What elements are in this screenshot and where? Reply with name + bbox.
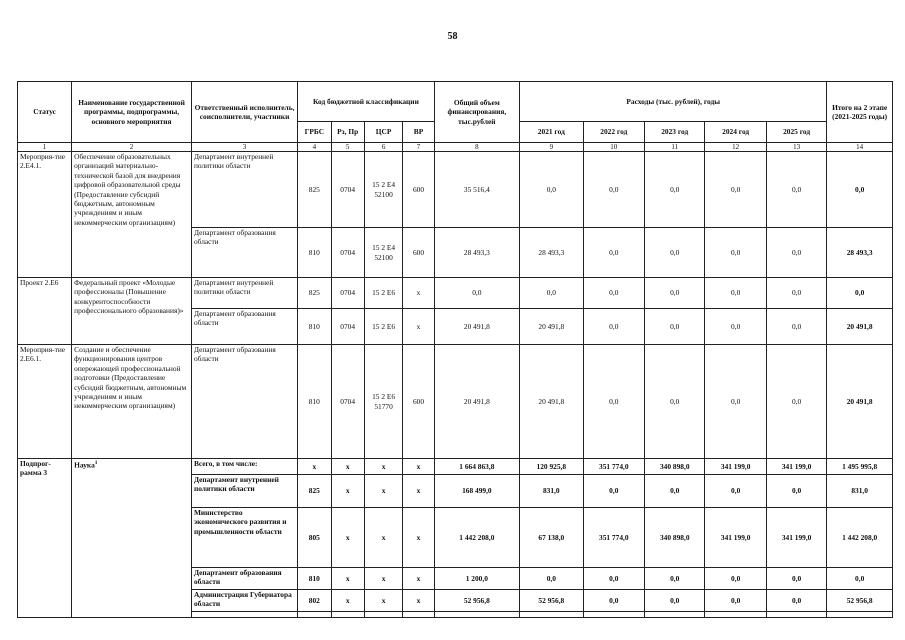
index-cell: 6 [364, 143, 403, 152]
y2021-cell: 20 491,8 [520, 345, 584, 459]
csr-cell: 15 2 Е4 52100 [364, 152, 403, 228]
grbs-cell: 825 [298, 152, 331, 228]
rzpr-cell: 0704 [331, 345, 364, 459]
grbs-cell: х [298, 459, 331, 475]
rzpr-cell: х [331, 568, 364, 590]
csr-cell: х [364, 568, 403, 590]
y2025-cell: 0,0 [766, 568, 826, 590]
table-row [18, 345, 893, 459]
y2025-cell: 0,0 [766, 309, 826, 345]
executor-cell: Департамент образования области [191, 568, 297, 590]
y2021-cell: 67 138,0 [520, 508, 584, 568]
y2025-cell: 0,0 [766, 278, 826, 309]
total-cell: 0,0 [434, 278, 519, 309]
index-cell: 5 [331, 143, 364, 152]
total-cell: 20 491,8 [434, 345, 519, 459]
y2025-cell: 0,0 [766, 228, 826, 278]
sum-cell: 831,0 [827, 475, 893, 508]
sum-cell: 28 493,3 [827, 228, 893, 278]
header-name: Наименование государственной программы, подпрограммы, основного мероприятия [72, 82, 192, 143]
y2023-cell: 0,0 [645, 345, 705, 459]
executor-cell: Департамент внутренней политики области [191, 152, 297, 228]
rzpr-cell: 0704 [331, 152, 364, 228]
index-cell: 1 [18, 143, 72, 152]
index-cell: 10 [583, 143, 644, 152]
sum-cell: 1 442 208,0 [827, 508, 893, 568]
y2022-cell: 351 774,0 [583, 459, 644, 475]
csr-cell: 15 2 Е4 52100 [364, 228, 403, 278]
header-executor: Ответственный исполнитель, соисполнители, участники [191, 82, 297, 143]
y2025-cell: 341 199,0 [766, 508, 826, 568]
sum-cell: 20 491,8 [827, 309, 893, 345]
table-row [18, 278, 893, 309]
vr-cell: х [403, 508, 434, 568]
y2021-cell: 0,0 [520, 278, 584, 309]
header-2021: 2021 год [520, 122, 584, 143]
rzpr-cell: 0704 [331, 309, 364, 345]
y2024-cell: 341 199,0 [705, 508, 766, 568]
table-row [18, 459, 893, 475]
name-cell [72, 459, 192, 618]
name-cell: Обеспечение образовательных организаций материально-технической базой для внедрения цифровой образовательной среды (Предоставление субсидий бюджетным, автономным учреждениям и иным некоммерческим организациям) [72, 152, 192, 278]
y2024-cell: 0,0 [705, 278, 766, 309]
vr-cell: 600 [403, 345, 434, 459]
header-total-volume: Общий объем финансирования, тыс.рублей [434, 82, 519, 143]
y2022-cell: 0,0 [583, 568, 644, 590]
total-cell: 35 516,4 [434, 152, 519, 228]
grbs-cell: 802 [298, 590, 331, 612]
y2024-cell: 0,0 [705, 152, 766, 228]
csr-cell: 15 2 Е6 51770 [364, 345, 403, 459]
total-cell: 168 499,0 [434, 475, 519, 508]
footnote-marker: 1 [94, 460, 98, 466]
header-status: Статус [18, 82, 72, 143]
total-cell: 52 956,8 [434, 590, 519, 612]
executor-cell: Департамент образования области [191, 345, 297, 459]
header-2025: 2025 год [766, 122, 826, 143]
index-cell: 3 [191, 143, 297, 152]
y2023-cell: 0,0 [645, 590, 705, 612]
index-cell: 7 [403, 143, 434, 152]
grbs-cell: 810 [298, 568, 331, 590]
grbs-cell: 825 [298, 278, 331, 309]
y2023-cell: 0,0 [645, 568, 705, 590]
y2024-cell: 0,0 [705, 568, 766, 590]
vr-cell: х [403, 568, 434, 590]
sum-cell: 0,0 [827, 568, 893, 590]
executor-cell: Департамент образования области [191, 309, 297, 345]
y2022-cell: 0,0 [583, 345, 644, 459]
executor-cell: Департамент внутренней политики области [191, 475, 297, 508]
total-cell: 1 664 863,8 [434, 459, 519, 475]
executor-cell: Департамент внутренней политики области [191, 278, 297, 309]
y2022-cell: 0,0 [583, 278, 644, 309]
budget-table [17, 81, 893, 618]
column-index-row [18, 143, 893, 152]
executor-cell: Министерство экономического развития и промышленности области [191, 508, 297, 568]
y2022-cell: 0,0 [583, 309, 644, 345]
vr-cell: х [403, 278, 434, 309]
grbs-cell: 810 [298, 228, 331, 278]
header-2023: 2023 год [645, 122, 705, 143]
sum-cell: 0,0 [827, 278, 893, 309]
y2021-cell: 120 925,8 [520, 459, 584, 475]
y2023-cell: 0,0 [645, 228, 705, 278]
vr-cell: х [403, 459, 434, 475]
header-grbs: ГРБС [298, 122, 331, 143]
y2023-cell: 0,0 [645, 475, 705, 508]
sum-cell: 52 956,8 [827, 590, 893, 612]
rzpr-cell: х [331, 590, 364, 612]
header-rzpr: Рз, Пр [331, 122, 364, 143]
csr-cell: 15 2 Е6 [364, 278, 403, 309]
vr-cell: х [403, 590, 434, 612]
header-total-stage: Итого на 2 этапе (2021-2025 годы) [827, 82, 893, 143]
name-cell: Федеральный проект «Молодые профессионалы (Повышение конкурентоспособности профессионального образования)» [72, 278, 192, 345]
y2023-cell: 0,0 [645, 152, 705, 228]
grbs-cell: 810 [298, 345, 331, 459]
y2023-cell: 0,0 [645, 278, 705, 309]
y2021-cell: 28 493,3 [520, 228, 584, 278]
status-cell: Проект 2.Е6 [18, 278, 72, 345]
total-cell: 20 491,8 [434, 309, 519, 345]
header-2022: 2022 год [583, 122, 644, 143]
vr-cell: 600 [403, 152, 434, 228]
header-2024: 2024 год [705, 122, 766, 143]
csr-cell: х [364, 459, 403, 475]
y2025-cell: 0,0 [766, 475, 826, 508]
table-header [18, 82, 893, 152]
index-cell: 8 [434, 143, 519, 152]
total-cell: 1 442 208,0 [434, 508, 519, 568]
y2022-cell: 0,0 [583, 152, 644, 228]
index-cell: 11 [645, 143, 705, 152]
vr-cell: х [403, 475, 434, 508]
status-cell: Мероприя-тие 2.Е6.1. [18, 345, 72, 459]
rzpr-cell: х [331, 459, 364, 475]
header-expenses: Расходы (тыс. рублей), годы [520, 82, 827, 122]
rzpr-cell: х [331, 475, 364, 508]
y2024-cell: 0,0 [705, 309, 766, 345]
sum-cell: 20 491,8 [827, 345, 893, 459]
subprogram-name: Наука [74, 460, 95, 470]
executor-cell: Администрация Губернатора области [191, 590, 297, 612]
y2024-cell: 0,0 [705, 590, 766, 612]
index-cell: 13 [766, 143, 826, 152]
y2021-cell: 0,0 [520, 568, 584, 590]
index-cell: 14 [827, 143, 893, 152]
grbs-cell: 825 [298, 475, 331, 508]
rzpr-cell: х [331, 508, 364, 568]
sum-cell: 0,0 [827, 152, 893, 228]
y2021-cell: 831,0 [520, 475, 584, 508]
executor-cell: Всего, в том числе: [191, 459, 297, 475]
csr-cell: 15 2 Е6 [364, 309, 403, 345]
header-vr: ВР [403, 122, 434, 143]
y2022-cell: 351 774,0 [583, 508, 644, 568]
header-budget-code: Код бюджетной классификации [298, 82, 434, 122]
y2021-cell: 0,0 [520, 152, 584, 228]
total-cell: 28 493,3 [434, 228, 519, 278]
y2024-cell: 0,0 [705, 228, 766, 278]
y2025-cell: 0,0 [766, 152, 826, 228]
y2023-cell: 340 898,0 [645, 459, 705, 475]
sum-cell: 1 495 995,8 [827, 459, 893, 475]
y2024-cell: 0,0 [705, 345, 766, 459]
page-number: 58 [447, 31, 458, 42]
status-cell: Подпрог-рамма 3 [18, 459, 72, 618]
y2021-cell: 20 491,8 [520, 309, 584, 345]
vr-cell: х [403, 309, 434, 345]
y2021-cell: 52 956,8 [520, 590, 584, 612]
name-cell: Создание и обеспечение функционирования центров опережающей профессиональной подготовки (Предоставление субсидий бюджетным, автономным учреждениям и иным некоммерческим организациям) [72, 345, 192, 459]
vr-cell: 600 [403, 228, 434, 278]
table-row [18, 152, 893, 228]
y2023-cell: 340 898,0 [645, 508, 705, 568]
grbs-cell: 810 [298, 309, 331, 345]
rzpr-cell: 0704 [331, 278, 364, 309]
header-csr: ЦСР [364, 122, 403, 143]
status-cell: Мероприя-тие 2.Е4.1. [18, 152, 72, 278]
y2024-cell: 0,0 [705, 475, 766, 508]
y2025-cell: 0,0 [766, 590, 826, 612]
grbs-cell: 805 [298, 508, 331, 568]
csr-cell: х [364, 475, 403, 508]
total-cell: 1 200,0 [434, 568, 519, 590]
y2022-cell: 0,0 [583, 228, 644, 278]
rzpr-cell: 0704 [331, 228, 364, 278]
csr-cell: х [364, 508, 403, 568]
index-cell: 9 [520, 143, 584, 152]
executor-cell: Департамент образования области [191, 228, 297, 278]
y2024-cell: 341 199,0 [705, 459, 766, 475]
csr-cell: х [364, 590, 403, 612]
y2023-cell: 0,0 [645, 309, 705, 345]
index-cell: 4 [298, 143, 331, 152]
index-cell: 12 [705, 143, 766, 152]
index-cell: 2 [72, 143, 192, 152]
y2022-cell: 0,0 [583, 475, 644, 508]
y2025-cell: 341 199,0 [766, 459, 826, 475]
y2022-cell: 0,0 [583, 590, 644, 612]
y2025-cell: 0,0 [766, 345, 826, 459]
